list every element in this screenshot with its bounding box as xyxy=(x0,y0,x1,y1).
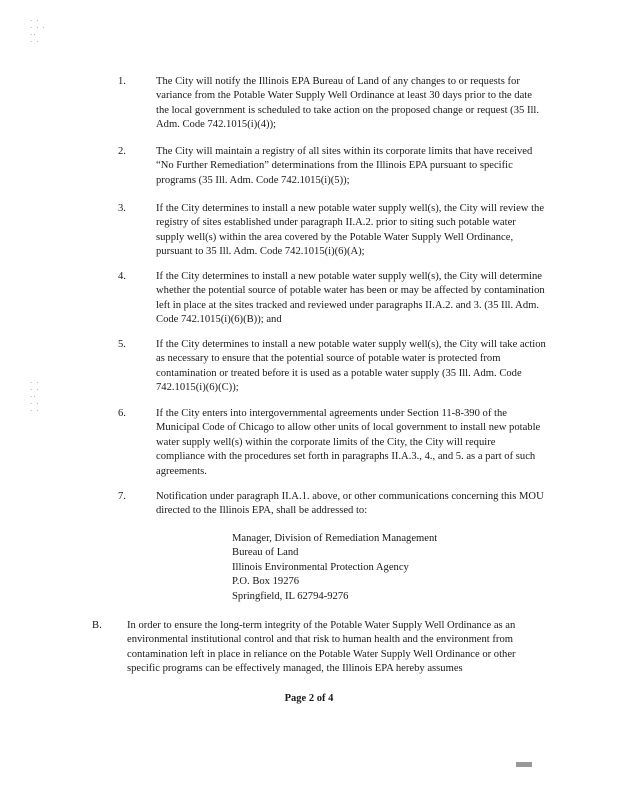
list-item-number: 1. xyxy=(118,76,126,87)
list-item-number: 4. xyxy=(118,271,126,282)
address-line-bureau: Bureau of Land xyxy=(232,547,299,559)
address-line-agency: Illinois Environmental Protection Agency xyxy=(232,561,409,573)
scan-speckle-top: · · · · · ·· · · xyxy=(30,17,46,46)
list-item-number: 5. xyxy=(118,339,126,350)
page-number: Page 2 of 4 xyxy=(284,693,334,704)
address-line-city: Springfield, IL 62794-9276 xyxy=(232,590,349,602)
list-item-number: 7. xyxy=(118,491,126,502)
address-block xyxy=(232,532,492,604)
address-line-title: Manager, Division of Remediation Management xyxy=(232,533,438,544)
list-item-number: 3. xyxy=(118,203,126,214)
section-b-number: B. xyxy=(92,620,102,631)
list-item-number: 2. xyxy=(118,146,126,157)
scan-speckle-left: · · · · ·· · · · · xyxy=(30,379,40,415)
list-item-text: If the City determines to install a new potable water supply well(s), the City will review the registry of sites established under paragraph II.A.2. prior to siting such potable water supply well(s) within the area covered by the Potable Water Supply Well Ordinance, pursuant to 35 Ill. Adm. Code 742.1015(i)(6)(A); xyxy=(156,203,545,258)
list-item-text: The City will notify the Illinois EPA Bureau of Land of any changes to or requests for variance from the Potable Water Supply Well Ordinance at least 30 days prior to the date the local government is scheduled to take action on the proposed change or request (35 Ill. Adm. Code 742.1015(i)(4)); xyxy=(156,76,540,131)
scan-mark xyxy=(516,762,532,767)
address-line-pobox: P.O. Box 19276 xyxy=(232,576,300,588)
list-item-text: If the City determines to install a new potable water supply well(s), the City will determine whether the potential source of potable water has been or may be affected by contamination left in place at the sites tracked and reviewed under paragraphs II.A.2. and 3. (35 Ill. Adm. Code 742.1015(i)(6)(B)); and xyxy=(156,271,545,326)
list-item-text: If the City enters into intergovernmental agreements under Section 11-8-390 of the Municipal Code of Chicago to allow other units of local government to install new potable water supply well(s) within the corporate limits of the City, the City will require compliance with the procedures set forth in paragraphs II.A.3., 4., and 5. as a part of such agreements. xyxy=(156,408,541,477)
list-item-text: The City will maintain a registry of all sites within its corporate limits that have received “No Further Remediation” determinations from the Illinois EPA pursuant to specific programs (35 Ill. Adm. Code 742.1015(i)(5)); xyxy=(156,146,533,186)
section-b-text: In order to ensure the long-term integrity of the Potable Water Supply Well Ordinance as an environmental institutional control and that risk to human health and the environment from contamination left in place in reliance on the Potable Water Supply Well Ordinance or other specific programs can be effectively managed, the Illinois EPA hereby assumes xyxy=(127,620,516,675)
list-item-text: If the City determines to install a new potable water supply well(s), the City will take action as necessary to ensure that the potential source of potable water is protected from contamination or treated before it is used as a potable water supply (35 Ill. Adm. Code 742.1015(i)(6)(C)); xyxy=(156,339,546,394)
list-item-number: 6. xyxy=(118,408,126,419)
list-item-text: Notification under paragraph II.A.1. above, or other communications concerning this MOU directed to the Illinois EPA, shall be addressed to: xyxy=(156,491,544,517)
